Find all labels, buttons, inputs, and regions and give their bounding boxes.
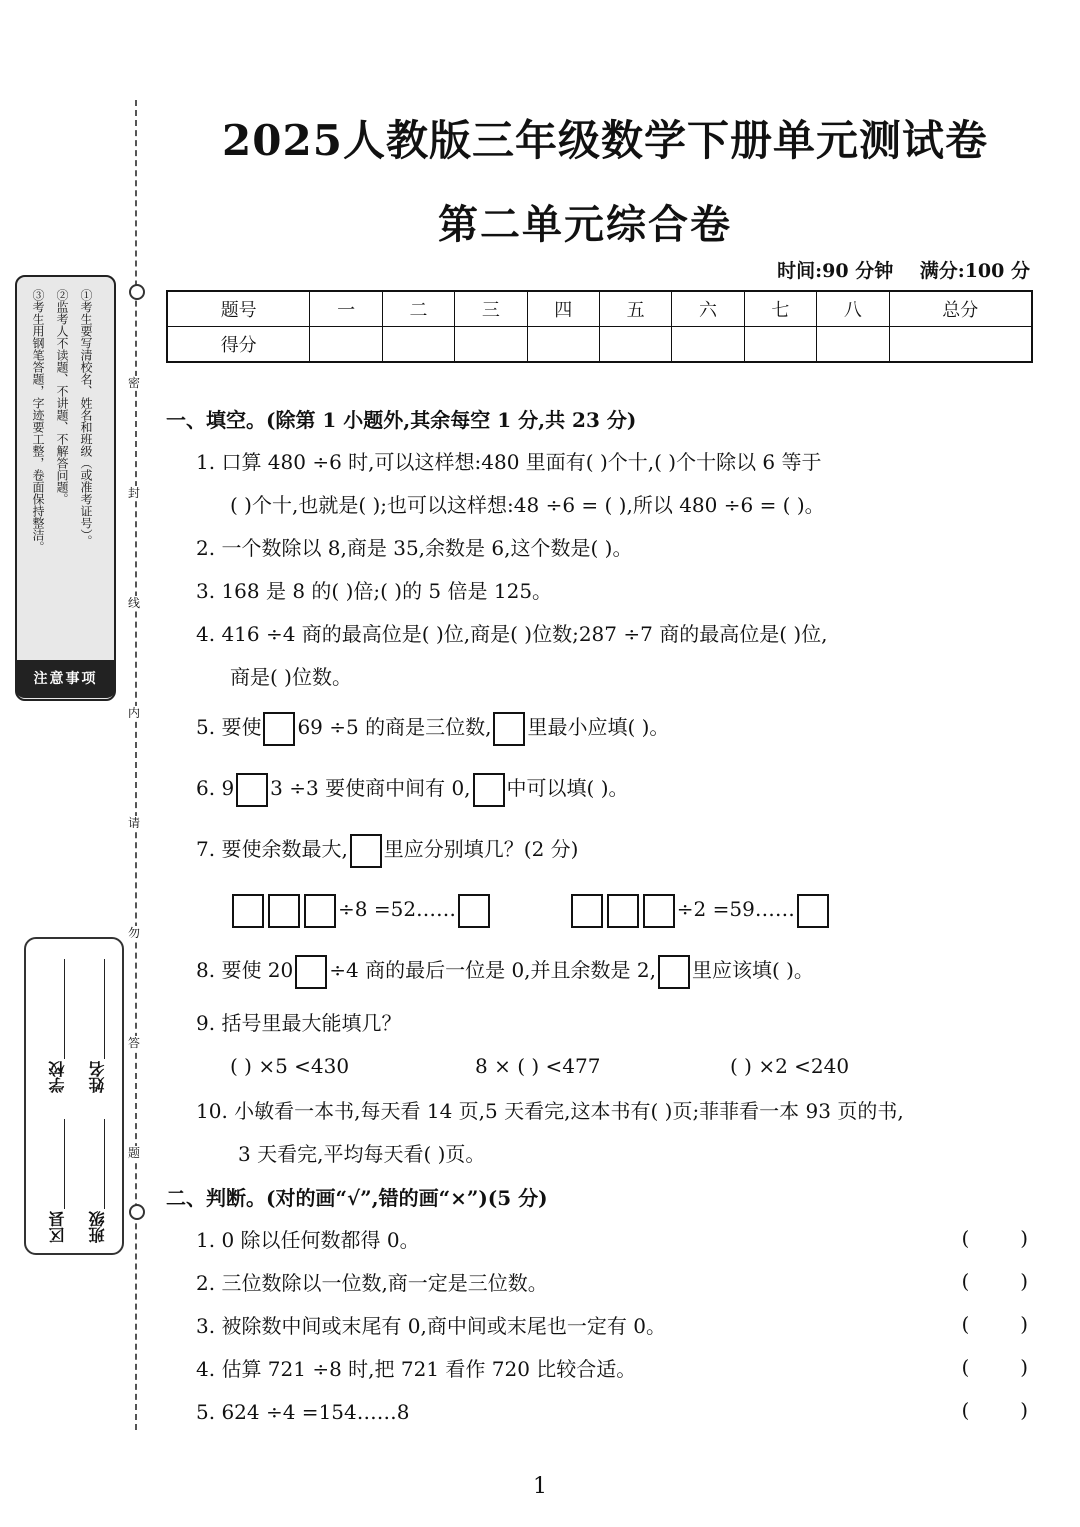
table-cell: 一 bbox=[310, 291, 382, 327]
answer-box[interactable] bbox=[458, 894, 490, 928]
judge-answer-paren[interactable]: ( ) bbox=[961, 1312, 1028, 1336]
page-title: 2025人教版三年级数学下册单元测试卷 bbox=[222, 116, 988, 165]
answer-box[interactable] bbox=[643, 894, 675, 928]
notice-box bbox=[15, 275, 116, 701]
score-input-cell[interactable] bbox=[382, 327, 454, 363]
question-9-a: ( ) ×5 <430 bbox=[230, 1054, 350, 1078]
seal-char: 答 bbox=[128, 1036, 141, 1050]
question-9: 9. 括号里最大能填几？ bbox=[196, 1011, 402, 1035]
seal-char: 封 bbox=[128, 486, 141, 500]
notice-item: ②监考人不读题、不讲题、不解答问题。 bbox=[55, 289, 69, 505]
judge-answer-paren[interactable]: ( ) bbox=[961, 1398, 1028, 1422]
question-text: 69 ÷5 的商是三位数, bbox=[297, 715, 492, 739]
question-2: 2. 一个数除以 8,商是 35,余数是 6,这个数是( )。 bbox=[196, 536, 633, 560]
table-cell: 二 bbox=[382, 291, 454, 327]
notice-title-bar bbox=[15, 660, 116, 698]
table-cell: 题号 bbox=[167, 291, 310, 327]
seal-char: 内 bbox=[128, 706, 141, 720]
question-text: 中可以填( )。 bbox=[506, 776, 629, 800]
question-7 bbox=[196, 832, 578, 868]
question-text: 3 ÷3 要使商中间有 0, bbox=[270, 776, 471, 800]
score-table bbox=[166, 290, 1033, 363]
section-2-title: 二、判断。(对的画“√”,错的画“×”)(5 分) bbox=[166, 1186, 548, 1210]
question-10-line-1: 10. 小敏看一本书,每天看 14 页,5 天看完,这本书有( )页;菲菲看一本 93 页的书, bbox=[196, 1099, 904, 1123]
student-info-box bbox=[24, 937, 124, 1255]
score-input-cell[interactable] bbox=[455, 327, 527, 363]
table-cell: 得分 bbox=[167, 327, 310, 363]
question-8 bbox=[196, 953, 814, 989]
table-cell: 三 bbox=[455, 291, 527, 327]
answer-box[interactable] bbox=[797, 894, 829, 928]
seal-char: 密 bbox=[128, 376, 141, 390]
answer-box[interactable] bbox=[658, 955, 690, 989]
name-label: 姓名 bbox=[88, 1061, 107, 1093]
page-subtitle: 第二单元综合卷 bbox=[438, 201, 732, 248]
judge-item: 5. 624 ÷4 =154……8 bbox=[196, 1400, 410, 1424]
notice-item: ①考生要写清校名、姓名和班级（或准考证号）。 bbox=[79, 289, 93, 547]
answer-box[interactable] bbox=[232, 894, 264, 928]
table-cell: 四 bbox=[527, 291, 599, 327]
question-text: 8. 要使 20 bbox=[196, 958, 294, 982]
answer-box[interactable] bbox=[263, 712, 295, 746]
seal-char: 勿 bbox=[128, 926, 141, 940]
answer-box[interactable] bbox=[607, 894, 639, 928]
judge-item: 2. 三位数除以一位数,商一定是三位数。 bbox=[196, 1271, 548, 1295]
district-label: 区县 bbox=[48, 1211, 67, 1243]
question-7-equations bbox=[230, 892, 831, 928]
seal-char: 线 bbox=[128, 596, 141, 610]
question-text: 5. 要使 bbox=[196, 715, 262, 739]
question-9-c: ( ) ×2 <240 bbox=[730, 1054, 850, 1078]
question-text: 里应该填( )。 bbox=[691, 958, 814, 982]
answer-box[interactable] bbox=[236, 773, 268, 807]
question-text: 里最小应填( )。 bbox=[527, 715, 670, 739]
question-3: 3. 168 是 8 的( )倍;( )的 5 倍是 125。 bbox=[196, 579, 553, 603]
question-5 bbox=[196, 710, 669, 746]
question-9-b: 8 × ( ) <477 bbox=[475, 1054, 601, 1078]
question-1-line-1: 1. 口算 480 ÷6 时,可以这样想:480 里面有( )个十,( )个十除以 6 等于 bbox=[196, 450, 822, 474]
answer-box[interactable] bbox=[493, 712, 525, 746]
table-row bbox=[167, 327, 1032, 363]
judge-item: 3. 被除数中间或末尾有 0,商中间或末尾也一定有 0。 bbox=[196, 1314, 666, 1338]
question-text: 6. 9 bbox=[196, 776, 235, 800]
judge-item: 1. 0 除以任何数都得 0。 bbox=[196, 1228, 420, 1252]
answer-box[interactable] bbox=[304, 894, 336, 928]
table-cell: 总分 bbox=[889, 291, 1032, 327]
school-line[interactable] bbox=[64, 959, 65, 1059]
page-number: 1 bbox=[533, 1474, 547, 1499]
question-4-line-2: 商是( )位数。 bbox=[230, 665, 352, 689]
question-text: 里应分别填几？(2 分) bbox=[383, 837, 579, 861]
answer-box[interactable] bbox=[571, 894, 603, 928]
judge-item: 4. 估算 721 ÷8 时,把 721 看作 720 比较合适。 bbox=[196, 1357, 637, 1381]
judge-answer-paren[interactable]: ( ) bbox=[961, 1226, 1028, 1250]
table-cell: 六 bbox=[672, 291, 744, 327]
class-label: 班级 bbox=[88, 1211, 107, 1243]
answer-box[interactable] bbox=[295, 955, 327, 989]
score-input-cell[interactable] bbox=[744, 327, 816, 363]
answer-box[interactable] bbox=[268, 894, 300, 928]
question-10-line-2: 3 天看完,平均每天看( )页。 bbox=[238, 1142, 486, 1166]
equation-text: ÷8 =52…… bbox=[338, 897, 457, 921]
seal-char: 题 bbox=[128, 1146, 141, 1160]
class-line[interactable] bbox=[104, 1119, 105, 1209]
score-input-cell[interactable] bbox=[599, 327, 671, 363]
notice-title: 注意事项 bbox=[33, 671, 98, 687]
judge-answer-paren[interactable]: ( ) bbox=[961, 1269, 1028, 1293]
school-label: 学校 bbox=[48, 1061, 67, 1093]
table-cell: 八 bbox=[817, 291, 889, 327]
judge-answer-paren[interactable]: ( ) bbox=[961, 1355, 1028, 1379]
answer-box[interactable] bbox=[473, 773, 505, 807]
seal-char: 请 bbox=[128, 816, 141, 830]
name-line[interactable] bbox=[104, 959, 105, 1059]
district-line[interactable] bbox=[64, 1119, 65, 1209]
score-input-cell[interactable] bbox=[527, 327, 599, 363]
notice-item: ③考生用钢笔答题，字迹要工整，卷面保持整洁。 bbox=[31, 289, 45, 553]
question-4-line-1: 4. 416 ÷4 商的最高位是( )位,商是( )位数;287 ÷7 商的最高位是( )位, bbox=[196, 622, 828, 646]
binding-hole bbox=[129, 284, 145, 300]
question-text: ÷4 商的最后一位是 0,并且余数是 2, bbox=[329, 958, 656, 982]
question-text: 7. 要使余数最大, bbox=[196, 837, 348, 861]
question-6 bbox=[196, 771, 629, 807]
score-input-cell[interactable] bbox=[817, 327, 889, 363]
score-input-cell[interactable] bbox=[672, 327, 744, 363]
binding-hole bbox=[129, 1204, 145, 1220]
equation-text: ÷2 =59…… bbox=[676, 897, 795, 921]
answer-box[interactable] bbox=[350, 834, 382, 868]
table-row bbox=[167, 291, 1032, 327]
table-cell: 五 bbox=[599, 291, 671, 327]
time-info: 时间:90 分钟 满分:100 分 bbox=[777, 260, 1030, 282]
score-input-cell[interactable] bbox=[889, 327, 1032, 363]
section-1-title: 一、填空。(除第 1 小题外,其余每空 1 分,共 23 分) bbox=[166, 408, 637, 432]
question-1-line-2: ( )个十,也就是( );也可以这样想:48 ÷6 = ( ),所以 480 ÷6 = ( )。 bbox=[230, 493, 825, 517]
table-cell: 七 bbox=[744, 291, 816, 327]
score-input-cell[interactable] bbox=[310, 327, 382, 363]
